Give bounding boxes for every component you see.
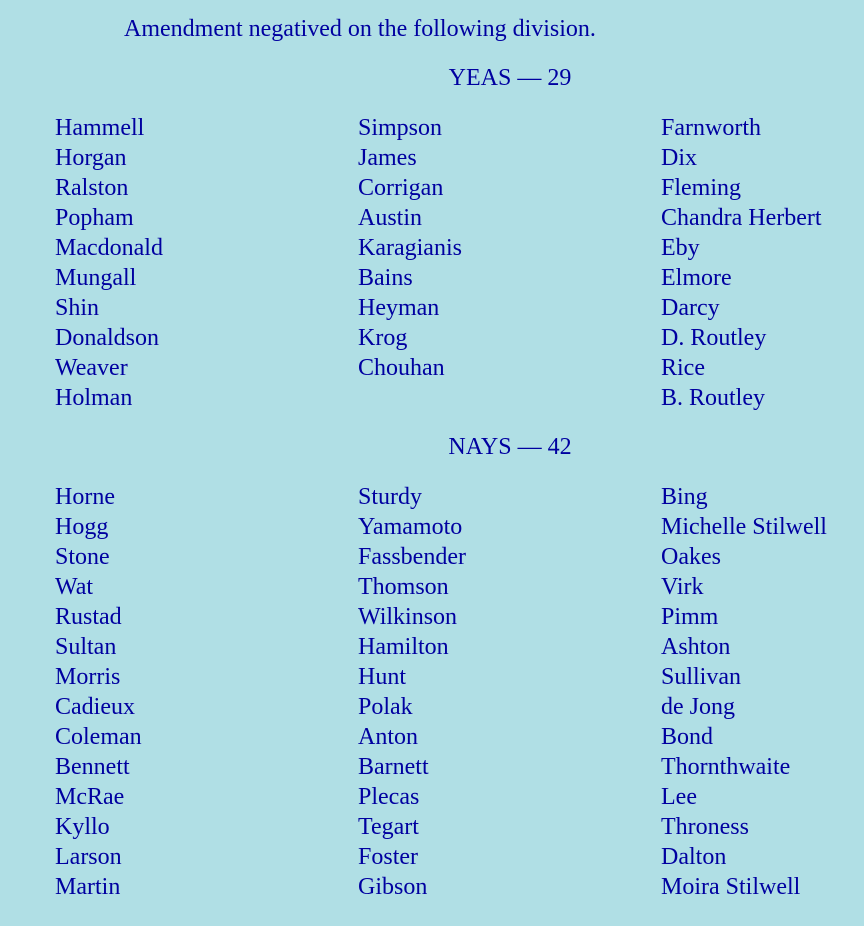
yeas-heading: YEAS — 29 <box>448 65 572 91</box>
member-name: Martin <box>55 874 121 900</box>
member-name: Shin <box>55 295 100 321</box>
yeas-column-3 <box>661 113 822 413</box>
member-name: Rustad <box>55 604 122 630</box>
member-name: Oakes <box>661 544 721 570</box>
member-name: Morris <box>55 664 121 690</box>
member-name: Macdonald <box>55 235 163 261</box>
nays-heading: NAYS — 42 <box>448 434 572 460</box>
member-name: D. Routley <box>661 325 767 351</box>
member-name: Farnworth <box>661 115 761 141</box>
member-name: Bond <box>661 724 714 750</box>
member-name: Horne <box>55 484 115 510</box>
member-name: Wat <box>55 574 94 600</box>
member-name: Bains <box>358 265 413 291</box>
member-name: Foster <box>358 844 418 870</box>
member-name: Karagianis <box>358 235 462 261</box>
yeas-column-2 <box>358 113 462 383</box>
member-name: Coleman <box>55 724 142 750</box>
member-name: Elmore <box>661 265 732 291</box>
member-name: Heyman <box>358 295 440 321</box>
member-name: Mungall <box>55 265 137 291</box>
member-name: Thornthwaite <box>661 754 791 780</box>
member-name: Rice <box>661 355 705 381</box>
member-name: Moira Stilwell <box>661 874 801 900</box>
nays-name-list <box>0 482 864 902</box>
member-name: Gibson <box>358 874 428 900</box>
member-name: Sturdy <box>358 484 423 510</box>
member-name: Ashton <box>661 634 731 660</box>
member-name: McRae <box>55 784 125 810</box>
member-name: Fleming <box>661 175 742 201</box>
nays-column-2 <box>358 482 466 902</box>
member-name: Barnett <box>358 754 429 780</box>
member-name: Dalton <box>661 844 727 870</box>
member-name: Chouhan <box>358 355 445 381</box>
nays-column-3 <box>661 482 827 902</box>
member-name: Michelle Stilwell <box>661 514 827 540</box>
member-name: Bennett <box>55 754 130 780</box>
member-name: Anton <box>358 724 418 750</box>
member-name: Virk <box>661 574 704 600</box>
member-name: Tegart <box>358 814 419 840</box>
member-name: de Jong <box>661 694 735 720</box>
member-name: Hogg <box>55 514 109 540</box>
member-name: Thomson <box>358 574 449 600</box>
member-name: Ralston <box>55 175 129 201</box>
member-name: Yamamoto <box>358 514 463 540</box>
member-name: B. Routley <box>661 385 766 411</box>
yeas-column-1 <box>55 113 163 413</box>
member-name: Darcy <box>661 295 720 321</box>
member-name: Fassbender <box>358 544 466 570</box>
member-name: Hunt <box>358 664 406 690</box>
member-name: Horgan <box>55 145 127 171</box>
member-name: James <box>358 145 417 171</box>
member-name: Bing <box>661 484 708 510</box>
member-name: Plecas <box>358 784 420 810</box>
member-name: Simpson <box>358 115 443 141</box>
member-name: Sultan <box>55 634 117 660</box>
member-name: Chandra Herbert <box>661 205 822 231</box>
member-name: Sullivan <box>661 664 742 690</box>
member-name: Throness <box>661 814 749 840</box>
member-name: Larson <box>55 844 122 870</box>
member-name: Hammell <box>55 115 145 141</box>
member-name: Stone <box>55 544 110 570</box>
member-name: Polak <box>358 694 413 720</box>
member-name: Wilkinson <box>358 604 458 630</box>
member-name: Austin <box>358 205 423 231</box>
nays-column-1 <box>55 482 142 902</box>
member-name: Krog <box>358 325 408 351</box>
member-name: Weaver <box>55 355 128 381</box>
member-name: Eby <box>661 235 700 261</box>
division-intro-text: Amendment negatived on the following division. <box>124 16 596 42</box>
member-name: Holman <box>55 385 133 411</box>
member-name: Popham <box>55 205 134 231</box>
member-name: Donaldson <box>55 325 159 351</box>
yeas-name-list <box>0 113 864 413</box>
member-name: Kyllo <box>55 814 110 840</box>
member-name: Hamilton <box>358 634 449 660</box>
member-name: Lee <box>661 784 697 810</box>
member-name: Cadieux <box>55 694 135 720</box>
member-name: Dix <box>661 145 697 171</box>
member-name: Corrigan <box>358 175 444 201</box>
member-name: Pimm <box>661 604 719 630</box>
